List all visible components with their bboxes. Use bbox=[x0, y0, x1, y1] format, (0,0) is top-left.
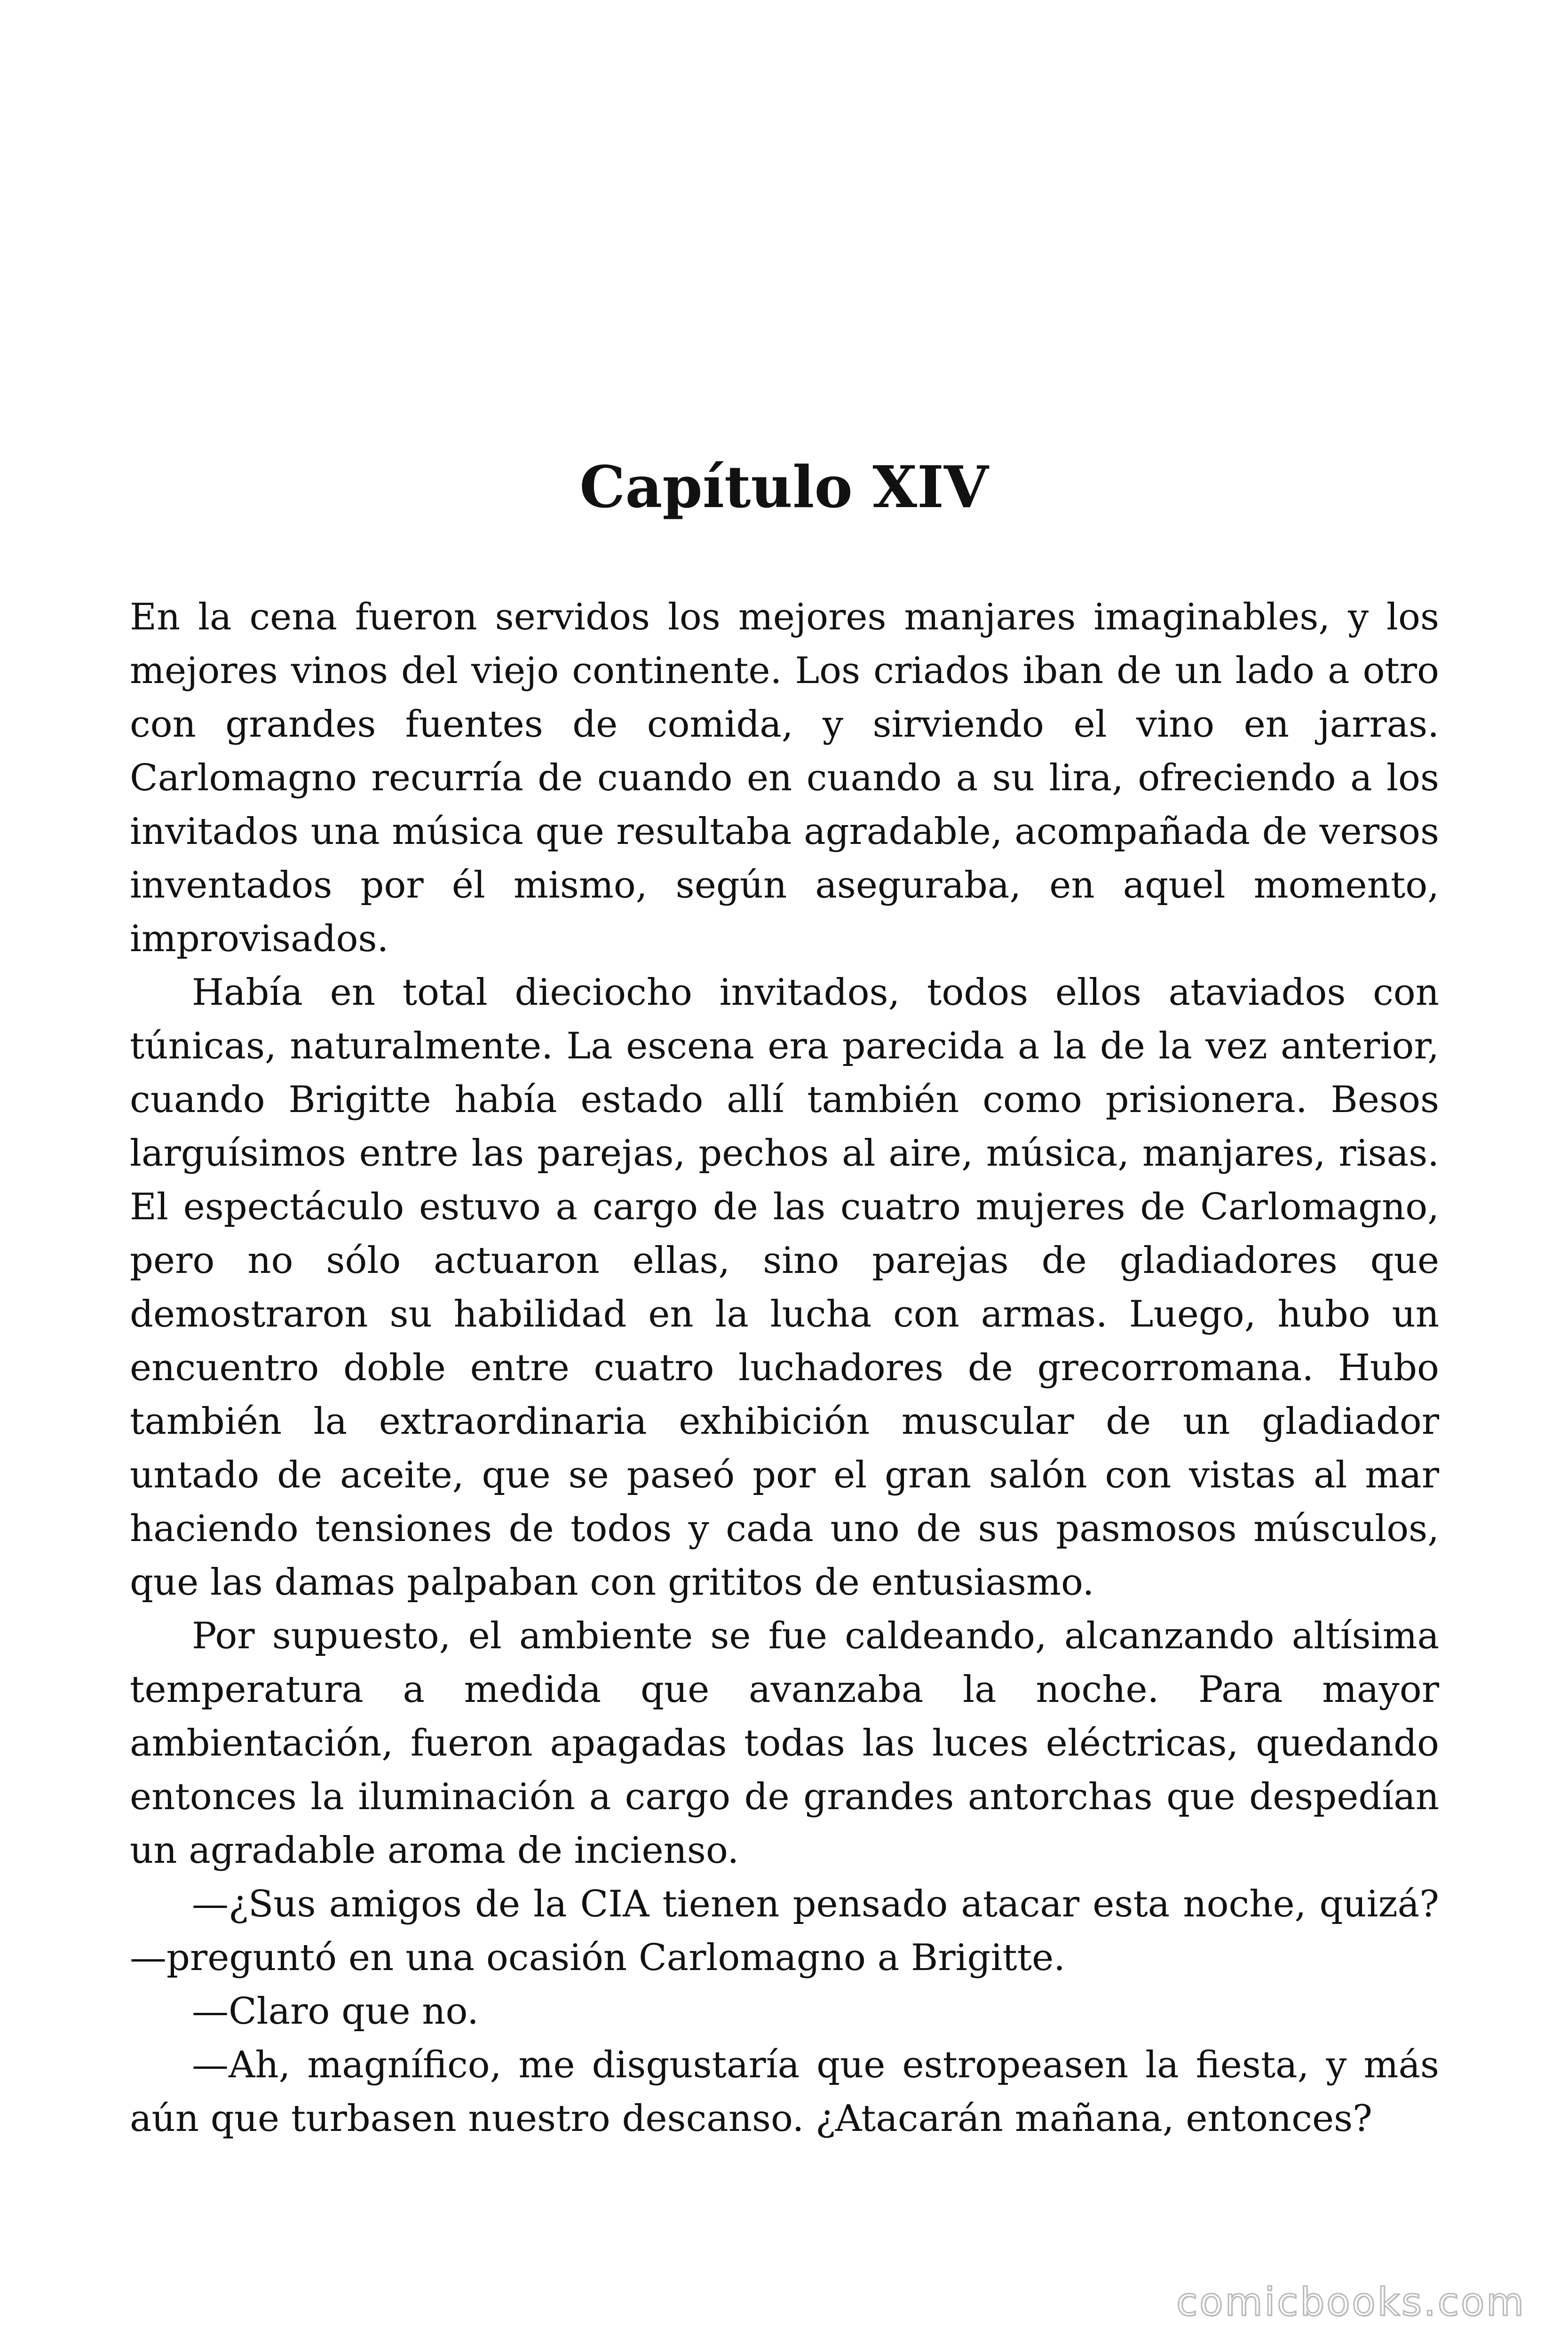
watermark-logo: comicbooks.com bbox=[1176, 2280, 1526, 2325]
paragraph: Había en total dieciocho invitados, todos ellos ataviados con túnicas, naturalmente. La escena era parecida a la de la vez anterior, cuando Brigitte había estado allí también como prisionera. Besos larguísimos entre las parejas, pechos al aire, música, manjares, risas. El espectáculo estuvo a cargo de las cuatro mujeres de Carlomagno, pero no sólo actuaron ellas, sino parejas de gladiadores que demostraron su habilidad en la lucha con armas. Luego, hubo un encuentro doble entre cuatro luchadores de grecorromana. Hubo también la extraordinaria exhibición muscular de un gladiador untado de aceite, que se paseó por el gran salón con vistas al mar haciendo tensiones de todos y cada uno de sus pasmosos músculos, que las damas palpaban con grititos de entusiasmo. bbox=[130, 971, 1439, 1604]
dialogue-paragraph: —Claro que no. bbox=[192, 1990, 479, 2033]
dialogue-paragraph: —¿Sus amigos de la CIA tienen pensado atacar esta noche, quizá? —preguntó en una ocasión Carlomagno a Brigitte. bbox=[130, 1883, 1439, 1979]
paragraph: Por supuesto, el ambiente se fue caldeando, alcanzando altísima temperatura a medida que avanzaba la noche. Para mayor ambientación, fueron apagadas todas las luces eléctricas, quedando entonces la iluminación a cargo de grandes antorchas que despedían un agradable aroma de incienso. bbox=[130, 1615, 1439, 1872]
paragraph: En la cena fueron servidos los mejores manjares imaginables, y los mejores vinos del viejo continente. Los criados iban de un lado a otro con grandes fuentes de comida, y sirviendo el vino en jarras. Carlomagno recurría de cuando en cuando a su lira, ofreciendo a los invitados una música que resultaba agradable, acompañada de versos inventados por él mismo, según aseguraba, en aquel momento, improvisados. bbox=[130, 596, 1439, 960]
chapter-body bbox=[130, 590, 1439, 2145]
dialogue-paragraph: —Ah, magnífico, me disgustaría que estropeasen la fiesta, y más aún que turbasen nuestro descanso. ¿Atacarán mañana, entonces? bbox=[130, 2044, 1439, 2140]
chapter-title: Capítulo XIV bbox=[579, 453, 989, 521]
